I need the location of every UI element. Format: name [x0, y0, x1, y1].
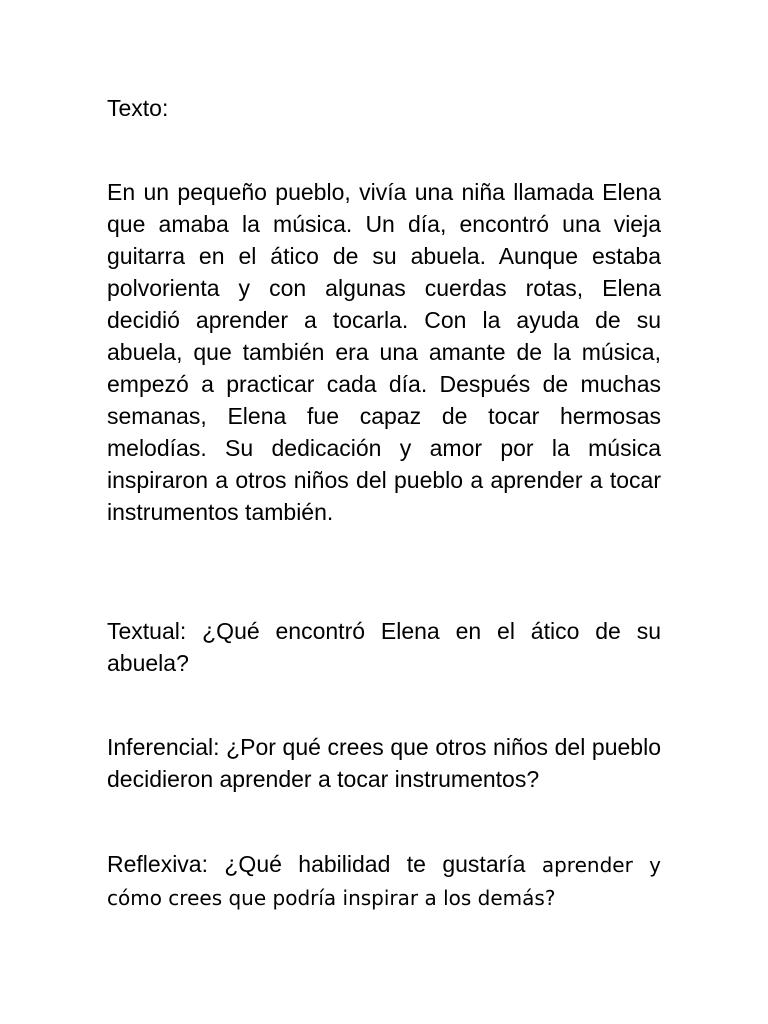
story-paragraph: En un pequeño pueblo, vivía una niña llamada Elena que amaba la música. Un día, encontró una vieja guitarra en el ático de su abuela. Aunque estaba polvorienta y con algunas cuerdas rotas, Elena decidió aprender a tocarla. Con la ayuda de su abuela, que también era una amante de la música, empezó a practicar cada día. Después de muchas semanas, Elena fue capaz de tocar hermosas melodías. Su dedicación y amor por la música inspiraron a otros niños del pueblo a aprender a tocar instrumentos también.	[107, 179, 661, 525]
question-inferencial: Inferencial: ¿Por qué crees que otros niños del pueblo decidieron aprender a tocar instrumentos?	[107, 734, 661, 792]
section-heading: Texto:	[107, 95, 169, 121]
question-textual: Textual: ¿Qué encontró Elena en el ático de su abuela?	[107, 618, 661, 676]
question-reflexiva-part2: aprender y cómo crees que podría inspirar a los demás?	[107, 853, 661, 910]
question-reflexiva-part1: Reflexiva: ¿Qué habilidad te gustaría	[107, 851, 542, 877]
question-reflexiva	[107, 848, 661, 914]
